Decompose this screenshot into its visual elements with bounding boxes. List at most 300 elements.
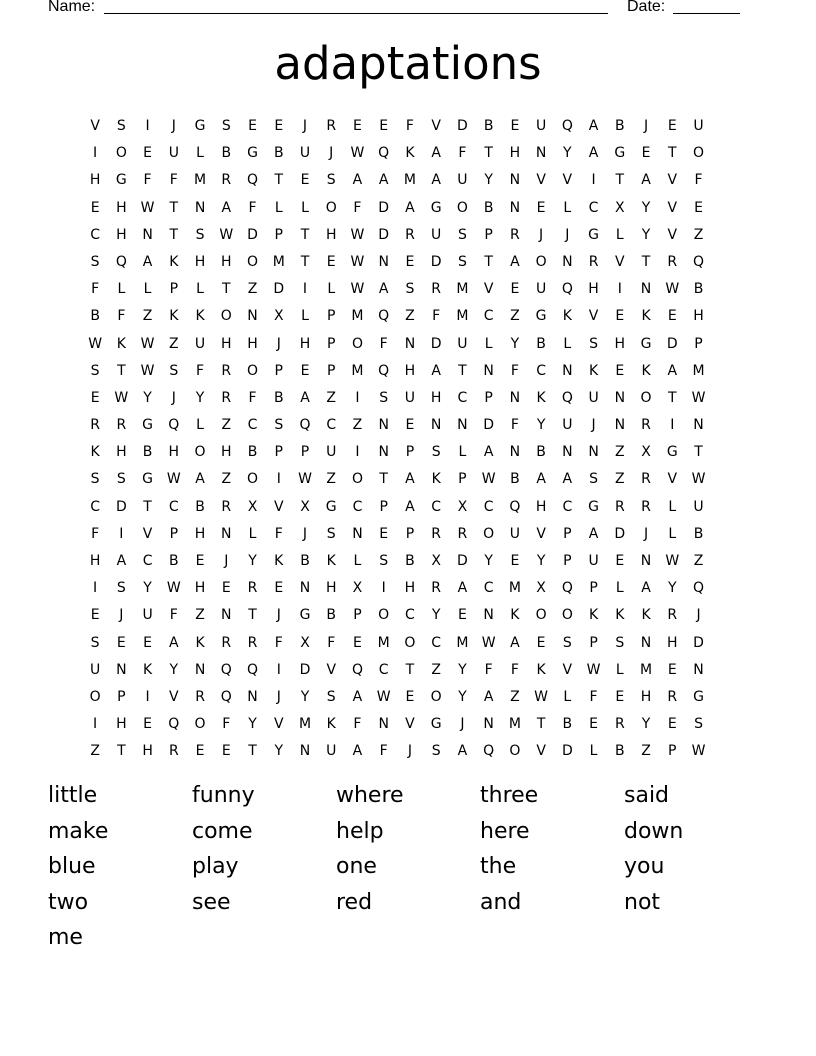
- grid-row: [82, 358, 738, 385]
- grid-letter: L: [248, 525, 257, 542]
- grid-letter: U: [89, 661, 101, 678]
- grid-letter: O: [535, 607, 547, 624]
- grid-letter: R: [221, 498, 232, 515]
- word-list-row: [48, 849, 768, 885]
- grid-letter: R: [195, 688, 205, 705]
- grid-letter: X: [247, 498, 258, 515]
- grid-letter: P: [458, 471, 467, 488]
- grid-letter: B: [90, 308, 100, 325]
- grid-letter: A: [641, 580, 651, 597]
- grid-letter: T: [667, 389, 677, 406]
- grid-letter: V: [536, 172, 546, 189]
- grid-letter: Y: [667, 580, 677, 597]
- grid-letter: R: [614, 716, 625, 733]
- grid-letter: L: [563, 199, 572, 216]
- grid-letter: S: [589, 335, 599, 352]
- grid-letter: H: [667, 634, 678, 651]
- grid-letter: A: [352, 743, 363, 760]
- grid-letter: R: [641, 417, 651, 434]
- grid-letter: O: [561, 607, 573, 624]
- word-list-item: blue: [48, 854, 96, 880]
- grid-letter: G: [614, 145, 626, 162]
- grid-letter: N: [562, 444, 573, 461]
- grid-letter: E: [615, 308, 625, 325]
- grid-letter: L: [563, 335, 572, 352]
- word-list-item: red: [336, 889, 373, 915]
- grid-letter: E: [615, 553, 625, 569]
- grid-letter: J: [696, 607, 701, 624]
- word-list-item: play: [192, 854, 239, 880]
- grid-letter: W: [140, 335, 155, 352]
- grid-letter: S: [221, 118, 231, 134]
- grid-letter: O: [194, 716, 206, 733]
- grid-row: [82, 412, 738, 439]
- grid-letter: S: [562, 634, 572, 651]
- grid-letter: Z: [195, 607, 205, 624]
- grid-letter: A: [195, 471, 205, 488]
- grid-letter: S: [405, 281, 415, 298]
- grid-letter: O: [194, 444, 206, 461]
- grid-letter: K: [195, 634, 205, 651]
- grid-letter: G: [142, 471, 154, 488]
- grid-letter: Q: [247, 661, 259, 678]
- grid-letter: K: [641, 362, 651, 379]
- grid-letter: D: [430, 253, 442, 270]
- grid-letter: S: [326, 688, 336, 705]
- grid-letter: N: [509, 444, 521, 461]
- grid-letter: E: [353, 118, 362, 134]
- grid-letter: L: [353, 553, 362, 569]
- grid-letter: F: [589, 688, 598, 705]
- grid-letter: Q: [378, 362, 390, 379]
- grid-letter: N: [588, 444, 599, 461]
- grid-letter: B: [615, 118, 625, 134]
- grid-letter: P: [353, 607, 362, 624]
- grid-letter: R: [116, 417, 127, 434]
- grid-letter: K: [615, 607, 625, 624]
- grid-letter: C: [483, 580, 494, 597]
- grid-letter: N: [483, 716, 494, 733]
- date-blank-line: [673, 13, 740, 14]
- grid-letter: F: [510, 417, 519, 434]
- grid-letter: N: [378, 253, 389, 270]
- grid-letter: Y: [248, 716, 257, 733]
- grid-letter: T: [379, 471, 388, 488]
- grid-letter: N: [693, 417, 704, 434]
- grid-letter: S: [589, 471, 599, 488]
- header: [48, 0, 748, 20]
- grid-letter: L: [615, 226, 624, 243]
- grid-letter: G: [194, 118, 206, 134]
- grid-letter: S: [116, 118, 126, 134]
- grid-letter: E: [379, 118, 389, 134]
- word-list: [48, 778, 768, 956]
- grid-letter: D: [115, 498, 127, 515]
- grid-letter: D: [457, 553, 468, 569]
- grid-letter: B: [510, 471, 520, 488]
- grid-letter: C: [326, 417, 337, 434]
- grid-letter: L: [615, 580, 624, 597]
- grid-letter: F: [196, 362, 205, 379]
- grid-letter: H: [588, 281, 599, 298]
- grid-letter: A: [378, 281, 389, 298]
- grid-letter: Z: [641, 743, 651, 760]
- word-list-row: [48, 814, 768, 850]
- grid-letter: O: [456, 199, 468, 216]
- grid-letter: H: [221, 444, 232, 461]
- grid-letter: A: [405, 199, 415, 216]
- grid-letter: E: [536, 634, 546, 651]
- grid-row: [82, 738, 738, 765]
- grid-letter: K: [588, 362, 599, 379]
- grid-letter: U: [194, 335, 206, 352]
- grid-letter: Y: [169, 661, 179, 678]
- grid-letter: P: [327, 308, 336, 325]
- grid-letter: A: [588, 525, 599, 542]
- grid-letter: U: [457, 172, 468, 189]
- grid-letter: V: [667, 226, 678, 243]
- grid-letter: B: [273, 145, 284, 162]
- grid-letter: F: [379, 743, 388, 760]
- grid-letter: Z: [90, 743, 100, 760]
- grid-letter: D: [561, 743, 573, 760]
- grid-letter: S: [116, 580, 126, 597]
- grid-letter: E: [90, 389, 100, 406]
- grid-letter: F: [432, 308, 441, 325]
- grid-letter: W: [140, 199, 155, 216]
- grid-letter: S: [457, 226, 467, 243]
- grid-letter: T: [248, 607, 257, 624]
- grid-letter: F: [379, 335, 388, 352]
- grid-letter: G: [430, 716, 442, 733]
- grid-letter: F: [694, 172, 703, 189]
- word-list-item: little: [48, 783, 98, 808]
- grid-letter: K: [90, 444, 100, 461]
- grid-letter: R: [457, 525, 468, 542]
- grid-letter: Q: [378, 145, 390, 162]
- grid-letter: T: [117, 362, 126, 379]
- grid-letter: B: [693, 281, 704, 298]
- grid-letter: C: [142, 553, 153, 569]
- grid-letter: I: [93, 580, 98, 597]
- grid-letter: E: [536, 199, 546, 216]
- grid-letter: O: [325, 199, 337, 216]
- grid-letter: I: [276, 661, 281, 678]
- grid-letter: W: [665, 281, 680, 298]
- grid-letter: P: [484, 389, 493, 406]
- grid-letter: W: [114, 389, 129, 406]
- grid-letter: P: [274, 444, 283, 461]
- grid-letter: V: [273, 716, 284, 733]
- grid-letter: R: [221, 389, 232, 406]
- grid-letter: O: [247, 253, 259, 270]
- grid-letter: J: [591, 417, 596, 434]
- grid-letter: H: [221, 253, 232, 270]
- grid-letter: E: [641, 145, 651, 162]
- grid-letter: S: [431, 743, 441, 760]
- grid-letter: H: [535, 498, 547, 515]
- grid-letter: V: [562, 172, 573, 189]
- grid-row: [82, 684, 738, 711]
- grid-letter: I: [145, 688, 150, 705]
- grid-letter: E: [589, 716, 598, 733]
- grid-letter: R: [431, 525, 442, 542]
- grid-letter: A: [431, 362, 441, 379]
- grid-letter: T: [169, 226, 179, 243]
- grid-letter: H: [116, 444, 127, 461]
- word-list-item: the: [480, 854, 517, 880]
- grid-letter: A: [431, 145, 441, 162]
- grid-letter: N: [430, 417, 442, 434]
- grid-letter: G: [588, 226, 599, 243]
- grid-letter: E: [326, 253, 336, 270]
- grid-letter: E: [615, 688, 625, 705]
- grid-letter: O: [430, 688, 442, 705]
- grid-letter: O: [115, 145, 127, 162]
- grid-letter: N: [457, 417, 468, 434]
- grid-letter: K: [274, 553, 284, 569]
- grid-letter: P: [563, 553, 572, 569]
- grid-letter: C: [405, 607, 415, 624]
- grid-letter: A: [142, 253, 153, 270]
- grid-letter: U: [535, 281, 547, 298]
- grid-letter: E: [694, 199, 703, 216]
- grid-letter: F: [117, 308, 126, 325]
- grid-letter: X: [615, 199, 625, 216]
- grid-letter: K: [326, 553, 336, 569]
- grid-letter: A: [352, 172, 363, 189]
- grid-letter: A: [536, 471, 546, 488]
- grid-letter: R: [431, 580, 442, 597]
- letter-grid: [82, 113, 738, 766]
- grid-letter: T: [694, 444, 703, 461]
- grid-letter: Q: [561, 281, 573, 298]
- grid-letter: P: [117, 688, 126, 705]
- grid-letter: A: [405, 471, 415, 488]
- grid-letter: B: [536, 444, 546, 461]
- grid-letter: E: [667, 716, 677, 733]
- grid-letter: N: [404, 335, 416, 352]
- grid-letter: M: [272, 253, 285, 270]
- name-label: Name:: [48, 0, 96, 15]
- grid-letter: V: [536, 525, 546, 542]
- grid-letter: Q: [378, 308, 390, 325]
- grid-letter: D: [614, 525, 626, 542]
- grid-letter: Q: [561, 118, 573, 134]
- grid-letter: K: [405, 145, 415, 162]
- grid-letter: I: [302, 281, 308, 298]
- grid-letter: C: [483, 308, 494, 325]
- grid-letter: W: [350, 253, 365, 270]
- grid-letter: N: [614, 389, 626, 406]
- grid-letter: F: [143, 172, 152, 189]
- grid-letter: N: [693, 661, 704, 678]
- grid-letter: C: [588, 199, 599, 216]
- grid-letter: P: [274, 226, 283, 243]
- grid-letter: M: [456, 308, 469, 325]
- grid-letter: F: [510, 362, 519, 379]
- grid-letter: M: [692, 362, 705, 379]
- grid-letter: N: [640, 281, 652, 298]
- grid-letter: U: [588, 553, 599, 569]
- grid-letter: S: [90, 634, 100, 651]
- grid-letter: Q: [351, 661, 363, 678]
- grid-letter: P: [484, 226, 493, 243]
- grid-letter: D: [483, 417, 495, 434]
- date-label: Date:: [627, 0, 666, 15]
- grid-letter: W: [166, 471, 181, 488]
- grid-letter: T: [458, 362, 467, 379]
- grid-letter: X: [431, 553, 441, 569]
- grid-letter: D: [378, 226, 390, 243]
- grid-letter: P: [169, 525, 179, 542]
- grid-letter: F: [274, 525, 283, 542]
- grid-letter: N: [562, 362, 573, 379]
- grid-letter: Y: [641, 716, 651, 733]
- grid-letter: N: [194, 199, 206, 216]
- grid-letter: J: [171, 389, 176, 406]
- grid-letter: Y: [300, 688, 310, 705]
- grid-letter: T: [536, 716, 546, 733]
- grid-letter: W: [586, 661, 601, 678]
- grid-letter: A: [169, 634, 179, 651]
- grid-letter: B: [273, 389, 284, 406]
- grid-letter: J: [224, 553, 229, 569]
- grid-letter: M: [403, 172, 416, 189]
- word-list-row: [48, 778, 768, 814]
- grid-letter: A: [457, 580, 468, 597]
- grid-letter: U: [457, 335, 468, 352]
- grid-letter: Z: [431, 661, 441, 678]
- grid-letter: R: [588, 253, 599, 270]
- grid-letter: C: [562, 498, 573, 515]
- grid-letter: I: [145, 118, 150, 134]
- grid-letter: W: [298, 471, 312, 488]
- grid-letter: N: [535, 145, 547, 162]
- grid-letter: U: [326, 743, 337, 760]
- grid-letter: N: [116, 661, 127, 678]
- grid-letter: L: [196, 417, 204, 434]
- grid-letter: B: [326, 607, 337, 624]
- grid-letter: V: [588, 308, 599, 325]
- grid-letter: V: [536, 743, 546, 760]
- grid-letter: N: [483, 607, 494, 624]
- grid-letter: Z: [142, 308, 153, 325]
- grid-letter: D: [457, 118, 468, 134]
- grid-letter: K: [536, 661, 546, 678]
- grid-letter: E: [143, 716, 153, 733]
- grid-row: [82, 521, 738, 548]
- grid-letter: S: [90, 253, 100, 270]
- grid-letter: O: [351, 471, 363, 488]
- grid-row: [82, 385, 738, 412]
- grid-letter: Z: [693, 226, 704, 243]
- grid-letter: E: [667, 118, 677, 134]
- grid-letter: W: [88, 335, 103, 352]
- grid-letter: Y: [431, 607, 441, 624]
- grid-letter: G: [142, 417, 154, 434]
- grid-letter: Z: [615, 471, 625, 488]
- grid-letter: E: [300, 172, 310, 189]
- word-list-item: down: [624, 818, 684, 844]
- grid-letter: B: [536, 335, 546, 352]
- grid-letter: T: [641, 253, 651, 270]
- grid-letter: I: [93, 716, 98, 733]
- grid-letter: R: [510, 226, 520, 243]
- grid-letter: S: [195, 226, 205, 243]
- grid-letter: N: [378, 417, 389, 434]
- grid-letter: Q: [220, 688, 232, 705]
- grid-letter: M: [351, 362, 364, 379]
- grid-letter: X: [457, 498, 468, 515]
- grid-letter: D: [693, 634, 704, 651]
- grid-letter: C: [352, 498, 363, 515]
- grid-letter: U: [404, 389, 416, 406]
- grid-letter: T: [143, 498, 152, 515]
- grid-letter: B: [483, 199, 494, 216]
- grid-letter: E: [405, 253, 415, 270]
- grid-letter: S: [615, 634, 625, 651]
- grid-letter: E: [116, 634, 126, 651]
- grid-letter: T: [484, 145, 493, 162]
- grid-letter: P: [405, 525, 415, 542]
- grid-letter: I: [355, 444, 360, 461]
- grid-letter: H: [221, 335, 232, 352]
- grid-letter: N: [247, 688, 258, 705]
- grid-letter: K: [169, 308, 179, 325]
- grid-letter: T: [300, 226, 310, 243]
- grid-letter: U: [168, 145, 179, 162]
- word-list-item: here: [480, 818, 530, 844]
- grid-letter: V: [667, 471, 678, 488]
- word-list-row: [48, 885, 768, 921]
- grid-letter: A: [221, 199, 232, 216]
- grid-letter: X: [300, 498, 310, 515]
- word-list-item: two: [48, 889, 89, 915]
- grid-letter: H: [404, 580, 416, 597]
- grid-letter: I: [93, 145, 98, 162]
- grid-letter: H: [640, 688, 652, 705]
- grid-letter: E: [143, 634, 153, 651]
- grid-letter: A: [352, 688, 363, 705]
- word-list-item: not: [624, 889, 661, 915]
- grid-letter: H: [116, 716, 127, 733]
- grid-letter: Y: [484, 553, 493, 569]
- grid-letter: B: [221, 145, 232, 162]
- grid-letter: I: [119, 525, 124, 542]
- grid-letter: H: [116, 199, 127, 216]
- grid-letter: J: [119, 607, 124, 624]
- grid-letter: T: [117, 743, 126, 760]
- grid-letter: Y: [195, 389, 205, 406]
- grid-letter: E: [405, 417, 415, 434]
- grid-letter: Q: [247, 172, 259, 189]
- grid-row: [82, 630, 738, 657]
- grid-letter: E: [274, 580, 284, 597]
- grid-letter: J: [276, 607, 281, 624]
- grid-letter: Z: [221, 417, 232, 434]
- grid-letter: J: [302, 118, 308, 134]
- grid-letter: U: [326, 444, 337, 461]
- grid-letter: F: [169, 172, 178, 189]
- grid-letter: I: [591, 172, 596, 189]
- grid-letter: V: [483, 281, 494, 298]
- grid-letter: R: [667, 688, 678, 705]
- grid-letter: R: [405, 226, 415, 243]
- grid-letter: F: [327, 634, 336, 651]
- grid-letter: N: [247, 308, 258, 325]
- grid-letter: J: [302, 525, 308, 542]
